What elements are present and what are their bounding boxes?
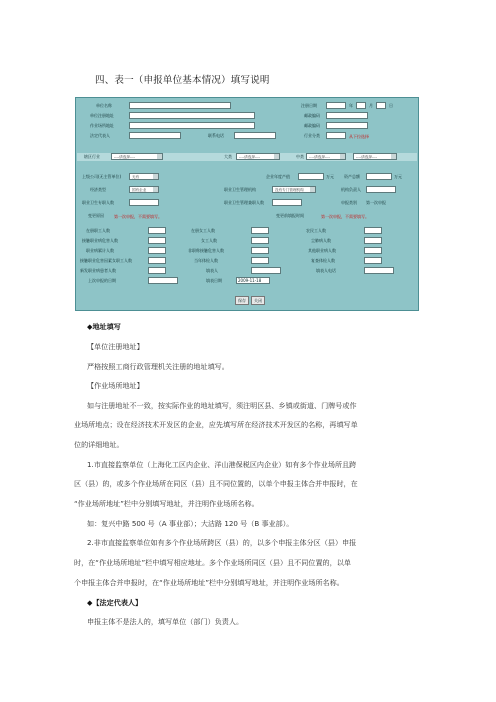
large-class-label: 大类 (224, 154, 232, 159)
change-date-note: 第一次申报，不需要填写。 (321, 214, 369, 219)
industry-class-input[interactable] (326, 132, 346, 139)
cases-input[interactable] (364, 247, 382, 254)
filler-phone-input[interactable] (364, 267, 394, 274)
reg-address-input[interactable] (129, 112, 255, 119)
output-unit-label-2: 万元 (394, 174, 402, 179)
nonlocal-staff-input[interactable] (251, 247, 269, 254)
rule2-line-1: 2.非市直接监察单位如有多个作业场所跨区（县）的，以多个申报主体分区（县）申报 (87, 538, 357, 547)
address-section-title: ◆地址填写 (87, 322, 121, 331)
output-unit-label-1: 万元 (326, 174, 334, 179)
section-heading: 四、表一（申报单位基本情况）填写说明 (95, 75, 270, 86)
report-date-input[interactable] (148, 277, 178, 284)
rule1-line-3: “作业场所地址”栏中分别填写地址，并注明作业场所名称。 (74, 499, 259, 508)
fill-date-label: 填表日期 (206, 278, 222, 283)
oh-parttime-input[interactable] (272, 199, 302, 206)
reg-month-input[interactable] (356, 102, 366, 109)
change-reason-note: 第一次申报，不需要填写。 (114, 214, 162, 219)
oh-fulltime-input[interactable] (129, 199, 159, 206)
reg-year-input[interactable] (326, 102, 346, 109)
day-label: 日 (389, 103, 393, 108)
filler-input[interactable] (251, 267, 281, 274)
annual-output-input[interactable] (298, 173, 324, 180)
fill-date-input[interactable]: 2009-11-18 (236, 277, 270, 284)
unit-name-input[interactable] (129, 102, 231, 109)
filler-phone-label: 填表人电话 (316, 268, 336, 273)
rule2-line-3: 个申报主体合并申报时，在“作业场所地址”栏中分别填写地址，并注明作业场所名称。 (74, 578, 344, 587)
reg-date-label: 注册日期 (301, 103, 317, 108)
post-code-input-2[interactable] (326, 122, 368, 129)
new-patients-input[interactable] (148, 267, 166, 274)
work-address-input[interactable] (129, 122, 255, 129)
upper-unit-label: 上级公司(无主管单位) (82, 174, 122, 179)
exam-staff-input[interactable] (148, 257, 166, 264)
contact-phone-input[interactable] (234, 132, 276, 139)
econ-type-label: 经济类型 (90, 187, 106, 192)
annual-output-label: 企业年度产值 (266, 174, 290, 179)
female-hazard-input[interactable] (251, 237, 269, 244)
upper-unit-select[interactable]: 无有 (129, 173, 159, 180)
legal-rep-label: 法定代表人 (90, 133, 110, 138)
work-address-para-line-1: 如与注册地址不一致，按实际作业的地址填写，须注明区县、乡镇或街道、门牌号或作 (87, 401, 357, 410)
female-hazard-label: 女工人数 (201, 238, 217, 243)
district-label: 辖区行业 (84, 154, 100, 159)
hazard-staff-input[interactable] (148, 237, 166, 244)
cases-label: 其他职业病人数 (308, 248, 336, 253)
new-patients-label: 新发职业病患者人数 (80, 268, 116, 273)
post-code-label-2: 邮政编码 (304, 123, 320, 128)
oh-fulltime-label: 职业卫生专职人数 (82, 200, 114, 205)
legal-rep-section-title: ◆【法定代表人】 (87, 598, 143, 607)
first-report-radio[interactable]: 第一次申报 (366, 200, 386, 205)
work-address-para-line-3: 位的详细地址。 (74, 440, 124, 449)
oh-person-label: 机构负责人 (341, 187, 361, 192)
patient-total-input[interactable] (364, 237, 382, 244)
reg-address-heading: 【单位注册地址】 (87, 342, 144, 351)
rule1-line-2: 区（县）的，或多个作业场所在同区（县）且不同位置的，以单个申报主体合并申报时，在 (74, 479, 358, 488)
oh-manager-select[interactable]: 没有专门管理机构 (272, 186, 316, 193)
contact-phone-label: 联系电话 (208, 133, 224, 138)
unit-name-label: 单位名称 (96, 103, 112, 108)
report-type-label: 申报类别 (341, 200, 357, 205)
exam-staff-label: 接触职业危害因素女职工人数 (80, 258, 132, 263)
month-label: 月 (369, 103, 373, 108)
contract-staff-input[interactable] (364, 227, 382, 234)
patient-total-label: 尘肺病人数 (311, 238, 331, 243)
nonlocal-staff-label: 非职称接触危害人数 (188, 248, 224, 253)
rule1-line-1: 1.市直接监察单位（上海化工区内企业、洋山港保税区内企业）如有多个作业场所且跨 (87, 460, 357, 469)
oh-manager-label: 职业卫生管理机构 (224, 187, 256, 192)
declaration-form-screenshot (75, 97, 419, 311)
report-date-label: 上次申报的日期 (88, 278, 116, 283)
oh-parttime-label: 职业卫生管理兼职人数 (224, 200, 264, 205)
exam-count-input[interactable] (364, 257, 382, 264)
medium-class-select[interactable]: ----请选择---- (306, 153, 346, 160)
work-address-para-line-2: 业场所地点；设在经济技术开发区的企业，应先填写所在经济技术开发区的名称，再填写单 (74, 420, 358, 429)
annual-exam-label: 当年体检人数 (194, 258, 218, 263)
econ-type-select[interactable]: 国有企业 (129, 186, 159, 193)
female-staff-label: 在册女工人数 (191, 228, 215, 233)
small-class-select[interactable]: ----请选择---- (353, 153, 397, 160)
industry-note: 从下拉选择 (349, 134, 369, 139)
contract-staff-label: 农民工人数 (306, 228, 326, 233)
close-button[interactable]: 关闭 (251, 296, 265, 305)
total-assets-input[interactable] (366, 173, 392, 180)
work-address-heading: 【作业场所地址】 (87, 381, 144, 390)
filler-label: 填表人 (206, 268, 218, 273)
change-reason-label: 变更原因 (88, 213, 104, 218)
legal-rep-text: 申报主体不是法人的，填写单位（部门）负责人。 (87, 617, 244, 626)
oh-person-input[interactable] (366, 186, 396, 193)
example-line: 如：复兴中路 500 号（A 事业部）；大沽路 120 号（B 事业部）。 (87, 519, 294, 528)
post-code-label-1: 邮政编码 (304, 113, 320, 118)
oh-patients-label: 职业病累计人数 (86, 248, 114, 253)
industry-class-label: 行业分类 (304, 133, 320, 138)
legal-rep-input[interactable] (129, 132, 181, 139)
reg-day-input[interactable] (376, 102, 386, 109)
medium-class-label: 中类 (296, 154, 304, 159)
reg-address-text: 严格按照工商行政管理机关注册的地址填写。 (87, 362, 229, 371)
annual-exam-input[interactable] (251, 257, 269, 264)
female-staff-input[interactable] (251, 227, 269, 234)
save-button[interactable]: 保存 (235, 296, 249, 305)
exam-count-label: 复查体检人数 (311, 258, 335, 263)
change-date-label: 变更前填报时间 (276, 213, 304, 218)
rule2-line-2: 时，在“作业场所地址”栏中填写相应地址。多个作业场所同区（县）且不同位置的，以单 (74, 558, 351, 567)
total-staff-label: 在册职工人数 (86, 228, 110, 233)
total-staff-input[interactable] (148, 227, 166, 234)
reg-address-label: 单位注册地址 (90, 113, 114, 118)
year-label: 年 (349, 103, 353, 108)
total-assets-label: 资产总额 (344, 174, 360, 179)
large-class-select[interactable]: ----请选择---- (236, 153, 280, 160)
post-code-input-1[interactable] (326, 112, 368, 119)
oh-patients-input[interactable] (148, 247, 166, 254)
hazard-staff-label: 接触职业病危害人数 (82, 238, 118, 243)
district-select[interactable]: ----请选择---- (111, 153, 163, 160)
work-address-label: 作业场所地址 (90, 123, 114, 128)
